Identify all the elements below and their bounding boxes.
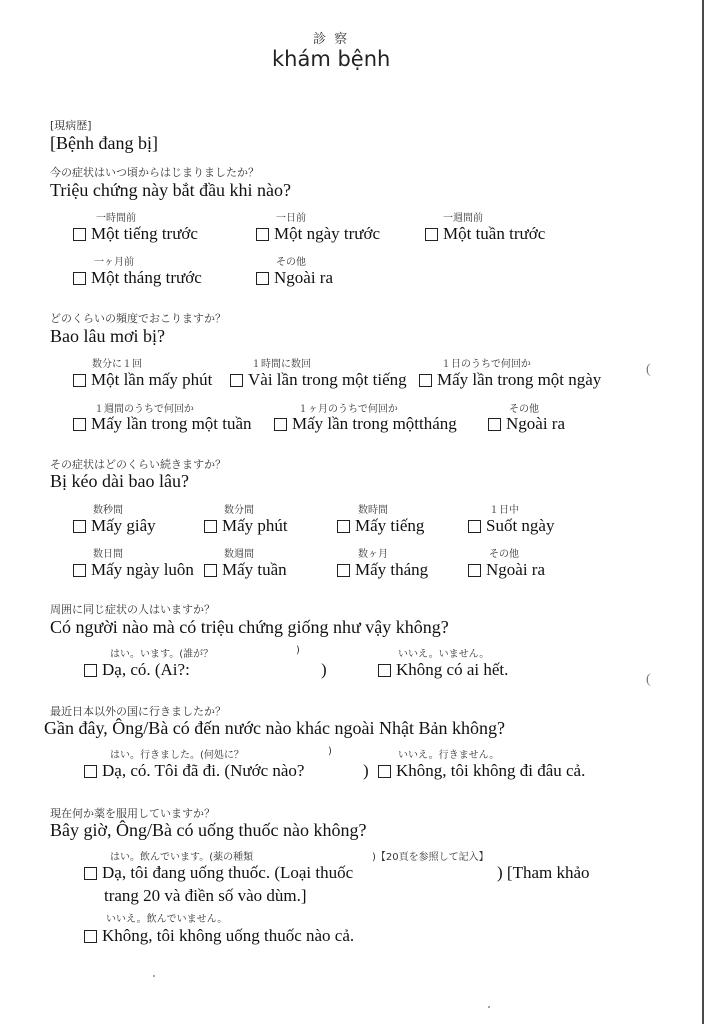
checkbox[interactable] xyxy=(84,765,97,778)
option-japanese-hint: 数秒間 xyxy=(93,505,123,516)
question-onset: Triệu chứng này bắt đầu khi nào? xyxy=(50,180,292,200)
question-frequency-japanese: どのくらいの頻度でおこりますか？ xyxy=(50,312,226,325)
option-few-times-day[interactable] xyxy=(419,370,601,390)
checkbox[interactable] xyxy=(337,520,350,533)
paren-close: ) xyxy=(321,660,327,679)
checkbox[interactable] xyxy=(73,520,86,533)
no-japanese-hint: いいえ。飲んでいません。 xyxy=(106,914,228,925)
page-title: khám bệnh xyxy=(272,47,391,71)
option-label: Mấy tuần xyxy=(222,560,287,579)
yes-japanese-hint: はい。飲んでいます。(薬の種類 xyxy=(110,852,254,863)
checkbox[interactable] xyxy=(84,664,97,677)
option-label: Dạ, có. Tôi đã đi. (Nước nào? xyxy=(102,761,305,780)
option-label: Không, tôi không đi đâu cả. xyxy=(396,761,586,780)
option-japanese-hint: 数分間 xyxy=(224,505,254,516)
option-minutes[interactable] xyxy=(204,516,288,536)
option-japanese-hint: 一ヶ月前 xyxy=(94,257,134,268)
question-medication-japanese: 現在何か薬を服用していますか？ xyxy=(50,807,215,820)
paren-close: ) xyxy=(296,645,300,656)
option-seconds[interactable] xyxy=(73,516,156,536)
option-no-medicine[interactable] xyxy=(84,926,354,946)
option-japanese-hint: 数週間 xyxy=(224,549,254,560)
option-japanese-hint: １時間に数回 xyxy=(251,359,311,370)
option-label: Không, tôi không uống thuốc nào cả. xyxy=(102,926,355,945)
reference-note-continued: trang 20 và điền số vào dùm.] xyxy=(104,886,307,905)
page-edge-line xyxy=(702,0,704,1024)
question-travel-japanese: 最近日本以外の国に行きましたか？ xyxy=(50,705,226,718)
option-label: Mấy tháng xyxy=(355,560,429,579)
checkbox[interactable] xyxy=(84,930,97,943)
checkbox[interactable] xyxy=(73,374,86,387)
checkbox[interactable] xyxy=(425,228,438,241)
yes-japanese-hint: はい。行きました。(何処に？ xyxy=(110,750,244,761)
checkbox[interactable] xyxy=(256,272,269,285)
checkbox[interactable] xyxy=(274,418,287,431)
checkbox[interactable] xyxy=(84,867,97,880)
checkbox[interactable] xyxy=(204,564,217,577)
option-every-few-minutes[interactable] xyxy=(73,370,212,390)
option-japanese-hint: その他 xyxy=(489,549,519,560)
option-japanese-hint: 数分に１回 xyxy=(92,359,142,370)
option-no-travel[interactable] xyxy=(378,761,585,781)
scan-speck xyxy=(488,1006,490,1008)
option-label: Không có ai hết. xyxy=(396,660,509,679)
option-yes-taking-medicine[interactable] xyxy=(84,863,353,883)
checkbox[interactable] xyxy=(378,765,391,778)
page-title-japanese: 診 察 xyxy=(313,32,350,47)
question-frequency: Bao lâu mơi bị? xyxy=(50,326,165,346)
yes-japanese-hint: はい。います。(誰が？ xyxy=(110,649,214,660)
option-japanese-hint: 一週間前 xyxy=(443,213,483,224)
option-japanese-hint: その他 xyxy=(276,257,306,268)
option-label: Một ngày trước xyxy=(274,224,381,243)
option-other[interactable] xyxy=(256,268,333,288)
no-japanese-hint: いいえ。いません。 xyxy=(398,649,490,660)
option-one-week-ago[interactable] xyxy=(425,224,545,244)
option-all-day[interactable] xyxy=(468,516,554,536)
option-label: Mấy lần trong mộttháng xyxy=(292,414,457,433)
question-others-symptoms-japanese: 周囲に同じ症状の人はいますか？ xyxy=(50,603,215,616)
option-other[interactable] xyxy=(468,560,545,580)
option-japanese-hint: １ヶ月のうちで何回か xyxy=(298,404,398,415)
option-japanese-hint: その他 xyxy=(509,404,539,415)
option-months[interactable] xyxy=(337,560,428,580)
paren-close: ) xyxy=(328,746,332,757)
paren-close: ) xyxy=(363,761,369,780)
option-days[interactable] xyxy=(73,560,194,580)
margin-mark: ( xyxy=(646,672,651,687)
checkbox[interactable] xyxy=(73,564,86,577)
option-one-hour-ago[interactable] xyxy=(73,224,198,244)
checkbox[interactable] xyxy=(468,564,481,577)
checkbox[interactable] xyxy=(230,374,243,387)
question-onset-japanese: 今の症状はいつ頃からはじまりましたか？ xyxy=(50,166,259,179)
scan-speck xyxy=(153,975,155,977)
option-label: Ngoài ra xyxy=(486,560,546,579)
option-label: Suốt ngày xyxy=(486,516,555,535)
option-label: Vài lần trong một tiếng xyxy=(248,370,407,389)
reference-note: ) [Tham khảo xyxy=(497,863,590,882)
reference-note-japanese: )【20頁を参照して記入】 xyxy=(372,852,489,863)
option-yes-traveled[interactable] xyxy=(84,761,304,781)
option-hours[interactable] xyxy=(337,516,424,536)
option-japanese-hint: 一日前 xyxy=(276,213,306,224)
checkbox[interactable] xyxy=(337,564,350,577)
question-medication: Bây giờ, Ông/Bà có uống thuốc nào không? xyxy=(50,820,367,840)
checkbox[interactable] xyxy=(73,272,86,285)
checkbox[interactable] xyxy=(378,664,391,677)
option-label: Ngoài ra xyxy=(506,414,566,433)
option-japanese-hint: １日のうちで何回か xyxy=(441,359,531,370)
option-label: Mấy lần trong một ngày xyxy=(437,370,602,389)
option-japanese-hint: １日中 xyxy=(489,505,519,516)
option-japanese-hint: 数日間 xyxy=(93,549,123,560)
option-japanese-hint: １週間のうちで何回か xyxy=(94,404,194,415)
option-label: Mấy ngày luôn xyxy=(91,560,194,579)
option-few-times-week[interactable] xyxy=(73,414,252,434)
option-label: Dạ, có. (Ai?: xyxy=(102,660,190,679)
option-no-one[interactable] xyxy=(378,660,508,680)
history-label: [Bệnh đang bị] xyxy=(50,133,158,153)
checkbox[interactable] xyxy=(419,374,432,387)
question-others-symptoms: Có người nào mà có triệu chứng giống như vậy không? xyxy=(50,617,449,637)
option-label: Mấy giây xyxy=(91,516,156,535)
option-label: Một tiếng trước xyxy=(91,224,198,243)
option-japanese-hint: 一時間前 xyxy=(96,213,136,224)
option-other[interactable] xyxy=(488,414,565,434)
option-label: Một lần mấy phút xyxy=(91,370,213,389)
checkbox[interactable] xyxy=(468,520,481,533)
question-duration-japanese: その症状はどのくらい続きますか？ xyxy=(50,458,226,471)
option-label: Dạ, tôi đang uống thuốc. (Loại thuốc xyxy=(102,863,354,882)
option-weeks[interactable] xyxy=(204,560,287,580)
checkbox[interactable] xyxy=(204,520,217,533)
option-few-times-hour[interactable] xyxy=(230,370,407,390)
option-label: Mấy lần trong một tuần xyxy=(91,414,252,433)
checkbox[interactable] xyxy=(73,228,86,241)
option-label: Ngoài ra xyxy=(274,268,334,287)
option-few-times-month[interactable] xyxy=(274,414,457,434)
question-duration: Bị kéo dài bao lâu? xyxy=(50,471,189,491)
option-label: Mấy phút xyxy=(222,516,288,535)
option-label: Một tháng trước xyxy=(91,268,202,287)
option-japanese-hint: 数ヶ月 xyxy=(358,549,388,560)
option-yes-who[interactable] xyxy=(84,660,190,680)
option-one-month-ago[interactable] xyxy=(73,268,202,288)
option-label: Một tuần trước xyxy=(443,224,546,243)
option-label: Mấy tiếng xyxy=(355,516,425,535)
checkbox[interactable] xyxy=(73,418,86,431)
history-label-japanese: [現病歴] xyxy=(50,119,92,132)
margin-mark: ( xyxy=(646,362,651,377)
question-travel: Gần đây, Ông/Bà có đến nước nào khác ngoài Nhật Bản không? xyxy=(44,718,505,738)
checkbox[interactable] xyxy=(256,228,269,241)
option-japanese-hint: 数時間 xyxy=(358,505,388,516)
no-japanese-hint: いいえ。行きません。 xyxy=(398,750,500,761)
option-one-day-ago[interactable] xyxy=(256,224,380,244)
checkbox[interactable] xyxy=(488,418,501,431)
